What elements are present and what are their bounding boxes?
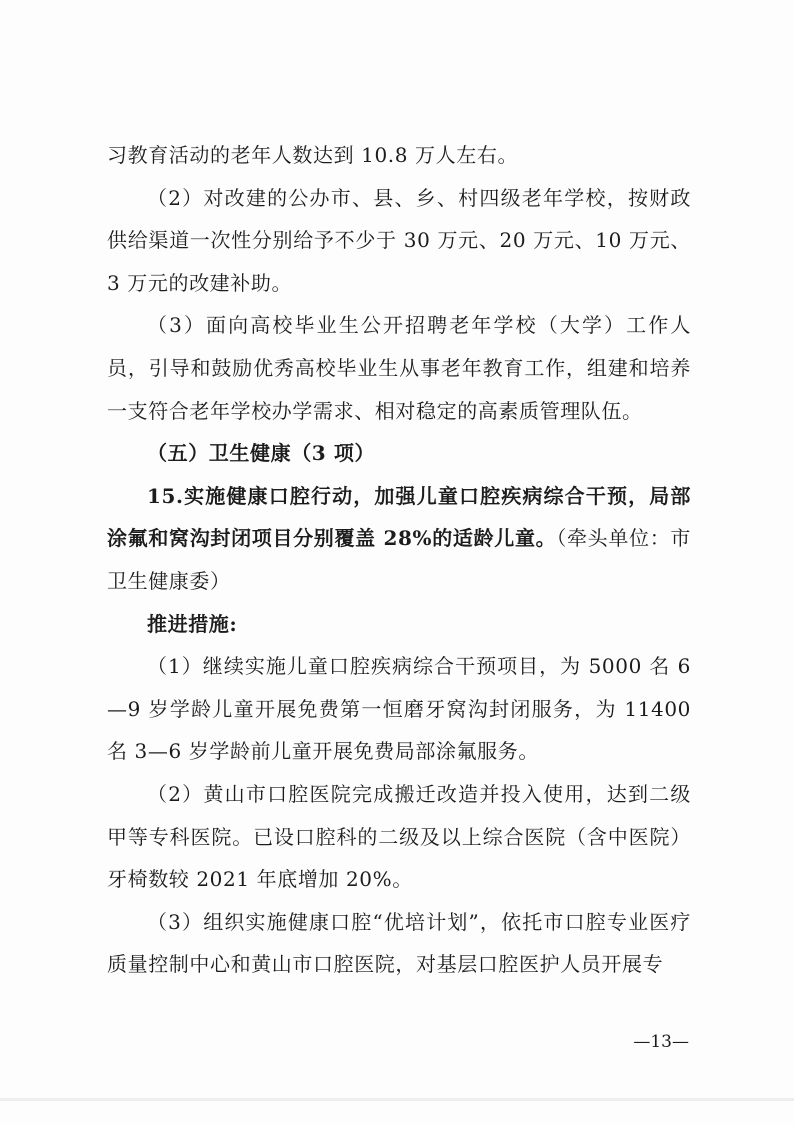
page-number: —13— — [633, 1032, 689, 1052]
item-15-title: 15.实施健康口腔行动，加强儿童口腔疾病综合干预，局部涂氟和窝沟封闭项目分别覆盖 28%的适龄儿童。 — [107, 483, 691, 551]
measure-1: （1）继续实施儿童口腔疾病综合干预项目，为 5000 名 6—9 岁学龄儿童开展免费第一恒磨牙窝沟封闭服务，为 11400 名 3—6 岁学龄前儿童开展免费局部涂氟服务。 — [107, 654, 691, 764]
measure-3: （3）组织实施健康口腔“优培计划”，依托市口腔专业医疗质量控制中心和黄山市口腔医院，对基层口腔医护人员开展专 — [107, 909, 691, 977]
item-15-lead-unit: （牵头单位：市卫生健康委） — [107, 526, 691, 593]
scan-edge-line — [0, 1098, 794, 1101]
paragraph-item-2: （2）对改建的公办市、县、乡、村四级老年学校，按财政供给渠道一次性分别给予不少于 30 万元、20 万元、10 万元、3 万元的改建补助。 — [107, 185, 691, 295]
measures-heading: 推进措施: — [147, 611, 238, 636]
section-heading: （五）卫生健康（3 项） — [147, 441, 376, 466]
paragraph-item-3: （3）面向高校毕业生公开招聘老年学校（大学）工作人员，引导和鼓励优秀高校毕业生从事老年教育工作，组建和培养一支符合老年学校办学需求、相对稳定的高素质管理队伍。 — [107, 313, 691, 423]
measure-2: （2）黄山市口腔医院完成搬迁改造并投入使用，达到二级甲等专科医院。已设口腔科的二级及以上综合医院（含中医院）牙椅数较 2021 年底增加 20%。 — [107, 781, 691, 892]
body-text — [107, 134, 691, 986]
item-15-paragraph — [107, 475, 691, 603]
paragraph-continuation: 习教育活动的老年人数达到 10.8 万人左右。 — [107, 143, 519, 167]
